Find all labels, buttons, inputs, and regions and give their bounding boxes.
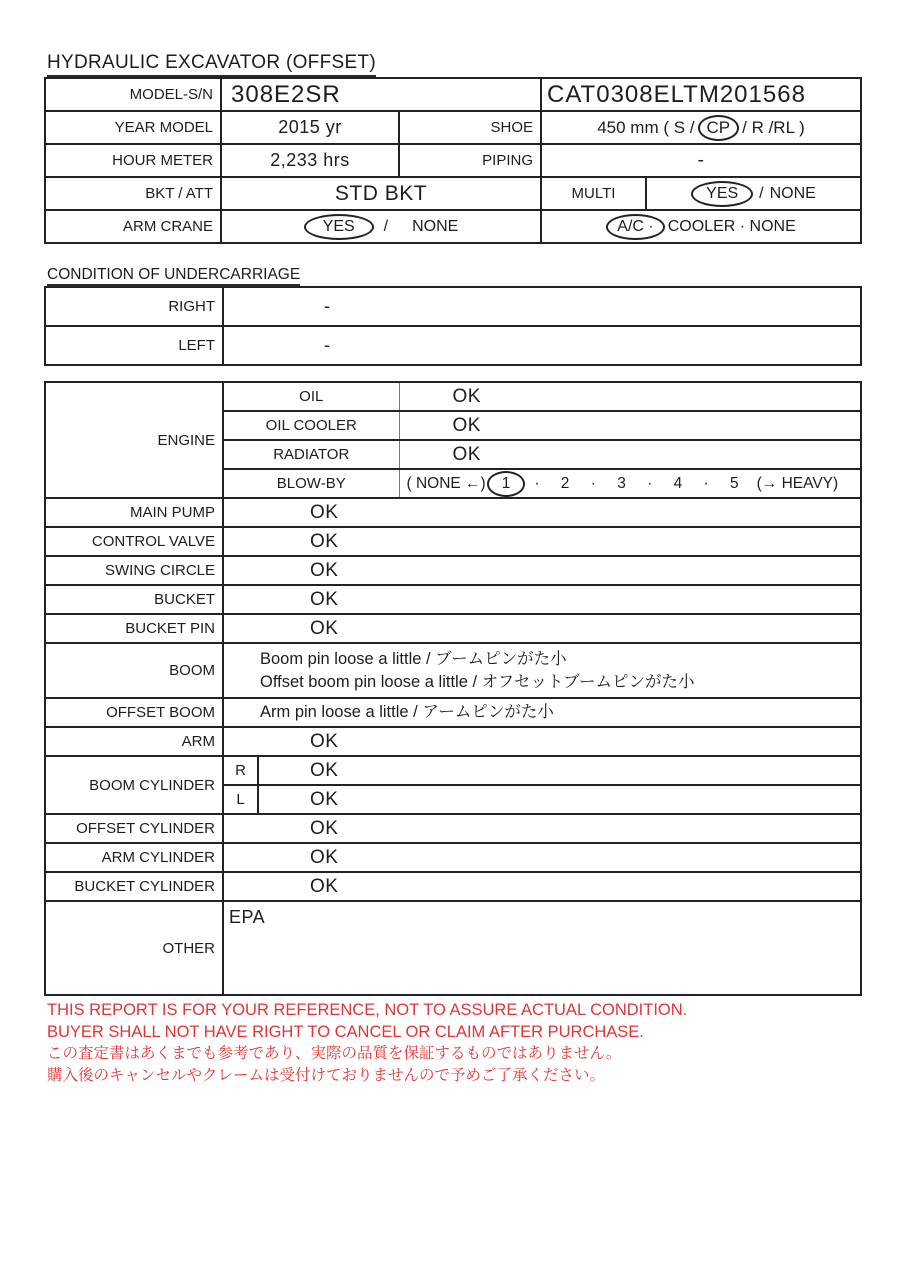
bkt-value-cell [221,177,541,210]
table-row [45,287,861,326]
offset-boom-label-text: OFFSET BOOM [106,704,215,721]
disclaimer-line: この査定書はあくまでも参考であり、実際の品質を保証するものではありません。 [47,1045,622,1062]
swing-circle-label [45,556,223,585]
undercarriage-left-label [45,326,223,365]
engine-oil-cooler-label [223,411,399,440]
boom-cylinder-label [45,756,223,814]
bucket-pin-label-text: BUCKET PIN [125,620,215,637]
table-row [45,585,861,614]
radiator-label-text: RADIATOR [273,446,350,463]
arm-crane-circled-option: YES [322,217,355,235]
l-side-text: L [236,791,245,808]
bucket-cylinder-label-text: BUCKET CYLINDER [74,878,215,895]
engine-label-text: ENGINE [157,431,215,449]
circled-selection [304,214,374,240]
ac-other-options: COOLER · NONE [667,217,796,235]
offset-cylinder-value [223,814,861,843]
boom-cylinder-r-value [258,756,861,785]
r-side-text: R [235,762,246,779]
disclaimer-line: BUYER SHALL NOT HAVE RIGHT TO CANCEL OR CLAIM AFTER PURCHASE. [47,1023,644,1041]
bucket-cylinder-value-text: OK [310,875,339,897]
boom-value [223,643,861,698]
arm-label [45,727,223,756]
shoe-circled-option: CP [706,117,731,137]
table-row [45,326,861,365]
engine-blow-by-label [223,469,399,498]
left-value-text: - [324,335,331,355]
machine-info-table [44,77,862,244]
shoe-value-suffix: / R /RL ) [742,117,805,137]
offset-cylinder-label [45,814,223,843]
piping-value-cell [541,144,861,177]
blow-by-scale-values: · 2 · 3 · 4 · 5 [534,474,740,492]
other-value-text: EPA [229,907,266,927]
bucket-value [223,585,861,614]
multi-circled-option: YES [706,184,739,202]
arm-value [223,727,861,756]
control-valve-value [223,527,861,556]
piping-label [399,144,541,177]
other-value [223,901,861,995]
table-row [45,614,861,643]
arm-crane-value-cell [221,210,541,243]
table-row [45,727,861,756]
table-row [45,382,861,411]
swing-circle-value-text: OK [310,559,339,581]
radiator-value-text: OK [452,443,481,465]
table-row [45,527,861,556]
boom-label-text: BOOM [169,662,215,679]
swing-circle-value [223,556,861,585]
boom-note-line2: Offset boom pin loose a little / オフセットブームピンがた小 [260,672,695,691]
blow-by-label-text: BLOW-BY [276,475,346,492]
piping-label-text: PIPING [482,152,533,169]
left-label-text: LEFT [178,337,215,354]
control-valve-label-text: CONTROL VALVE [91,533,215,550]
offset-boom-note: Arm pin loose a little / アームピンがた小 [260,703,554,722]
hour-meter-value: 2,233 hrs [270,150,350,170]
control-valve-value-text: OK [310,530,339,552]
right-label-text: RIGHT [168,298,215,315]
table-row [45,210,861,243]
boom-note-line1: Boom pin loose a little / ブームピンがた小 [260,650,567,669]
disclaimer-line: THIS REPORT IS FOR YOUR REFERENCE, NOT TO ASSURE ACTUAL CONDITION. [47,1001,688,1019]
main-pump-value-text: OK [310,501,339,523]
model-sn-label [45,78,221,111]
boom-cylinder-r-label [223,756,258,785]
arm-value-text: OK [310,730,339,752]
hour-meter-label [45,144,221,177]
boom-cylinder-label-text: BOOM CYLINDER [89,776,215,794]
shoe-value-prefix: 450 mm ( S / [597,117,695,137]
table-row [45,698,861,727]
bucket-value-text: OK [310,588,339,610]
bucket-cylinder-label [45,872,223,901]
serial-value-cell [541,78,861,111]
shoe-value-cell [541,111,861,144]
engine-blow-by-value [399,469,861,498]
main-pump-label [45,498,223,527]
arm-crane-other-option: NONE [412,217,459,235]
offset-boom-label [45,698,223,727]
hour-meter-label-text: HOUR METER [112,152,213,169]
table-row [45,872,861,901]
shoe-label-text: SHOE [490,119,533,136]
hour-value-cell [221,144,399,177]
model-value-cell [221,78,541,111]
undercarriage-table [44,286,862,366]
arm-cylinder-label [45,843,223,872]
table-row [45,144,861,177]
engine-radiator-value [399,440,861,469]
serial-value: CAT0308ELTM201568 [547,80,806,108]
other-label-text: OTHER [162,939,215,957]
control-valve-label [45,527,223,556]
oil-label-text: OIL [299,388,324,405]
boom-label [45,643,223,698]
model-value: 308E2SR [231,80,341,108]
inspection-table [44,381,862,996]
undercarriage-heading: CONDITION OF UNDERCARRIAGE [47,266,300,286]
bkt-att-label [45,177,221,210]
arm-label-text: ARM [181,733,215,750]
page-title: HYDRAULIC EXCAVATOR (OFFSET) [47,52,376,77]
oil-value-text: OK [452,385,481,407]
ac-value-cell [541,210,861,243]
boom-cylinder-l-value [258,785,861,814]
undercarriage-right-value [223,287,861,326]
bucket-pin-label [45,614,223,643]
main-pump-label-text: MAIN PUMP [129,504,215,521]
table-row [45,901,861,995]
blow-by-scale-suffix: (→ HEAVY) [756,474,839,492]
table-row [45,78,861,111]
arm-crane-label [45,210,221,243]
bucket-pin-value-text: OK [310,617,339,639]
engine-oil-label [223,382,399,411]
blow-by-scale-prefix: ( NONE ←) [406,474,486,492]
ac-circled-option: A/C · [617,217,654,235]
piping-value: - [697,149,705,171]
bucket-label-text: BUCKET [154,591,215,608]
multi-label-text: MULTI [571,185,616,202]
boom-cylinder-l-label [223,785,258,814]
table-row [45,177,861,210]
other-label [45,901,223,995]
table-row [45,756,861,785]
arm-crane-separator: / [383,217,389,235]
right-value-text: - [324,296,331,316]
offset-cylinder-value-text: OK [310,817,339,839]
swing-circle-label-text: SWING CIRCLE [104,562,215,579]
circled-selection [698,115,740,141]
offset-boom-value [223,698,861,727]
bkt-att-value: STD BKT [334,181,428,205]
year-model-label [45,111,221,144]
bucket-label [45,585,223,614]
table-row [45,111,861,144]
model-sn-label-text: MODEL-S/N [129,86,213,103]
l-value-text: OK [310,788,339,810]
undercarriage-right-label [45,287,223,326]
arm-cylinder-value-text: OK [310,846,339,868]
engine-oil-cooler-value [399,411,861,440]
disclaimer-line: 購入後のキャンセルやクレームは受付けておりませんので予めご了承ください。 [47,1067,606,1084]
oil-cooler-value-text: OK [452,414,481,436]
table-row [45,814,861,843]
offset-cylinder-label-text: OFFSET CYLINDER [76,820,215,837]
main-pump-value [223,498,861,527]
disclaimer-block [47,999,687,1087]
table-row [45,556,861,585]
r-value-text: OK [310,759,339,781]
engine-oil-value [399,382,861,411]
circled-selection [691,181,753,207]
arm-cylinder-value [223,843,861,872]
year-model-label-text: YEAR MODEL [114,119,213,136]
year-value: 2015 yr [278,117,342,137]
arm-cylinder-label-text: ARM CYLINDER [101,849,215,866]
multi-separator: / [759,184,764,202]
circled-selection [606,214,664,240]
engine-label [45,382,223,498]
multi-other-option: NONE [769,184,816,202]
shoe-label [399,111,541,144]
table-row [45,643,861,698]
circled-selection [487,471,526,497]
undercarriage-left-value [223,326,861,365]
bucket-pin-value [223,614,861,643]
engine-radiator-label [223,440,399,469]
year-value-cell [221,111,399,144]
bkt-att-label-text: BKT / ATT [145,185,213,202]
table-row [45,498,861,527]
table-row [45,843,861,872]
arm-crane-label-text: ARM CRANE [122,218,213,235]
multi-value-cell [646,177,861,210]
multi-label-cell [541,177,646,210]
blow-by-circled-rating: 1 [501,474,511,492]
bucket-cylinder-value [223,872,861,901]
oil-cooler-label-text: OIL COOLER [265,417,357,434]
